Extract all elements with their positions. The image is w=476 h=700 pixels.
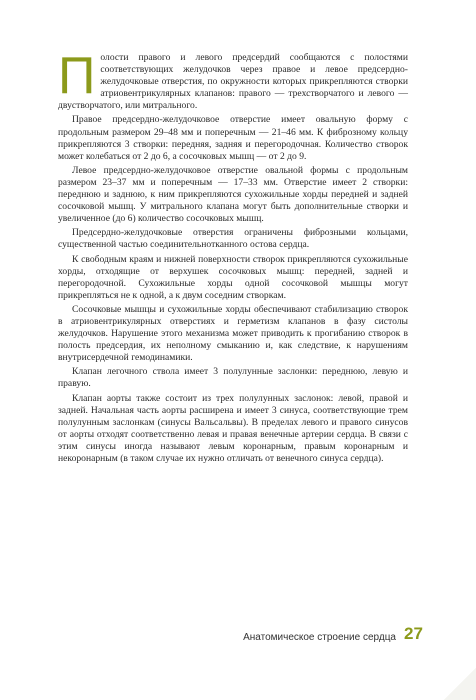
page-corner-decoration	[436, 660, 476, 700]
paragraph-1	[58, 47, 408, 112]
paragraph-8: Клапан аорты также состоит из трех полулунных заслонок: левой, правой и задней. Начальная часть аорты расширена и имеет 3 синуса, соответствующие трем полулунным заслонкам (синусы Вальсальвы). В пределах левого и правого синусов от аорты отходят соответственно левая и правая венечные артерии сердца. В связи с этим синусы иногда называют левым коронарным, правым коронарным и некоронарным (в таком случае их нужно отличать от венечного синуса сердца).	[58, 392, 408, 464]
paragraph-6: Сосочковые мышцы и сухожильные хорды обеспечивают стабилизацию створок в атриовентрикулярных отверстиях и герметизм клапанов в фазу систолы желудочков. Нарушение этого механизма может приводить к прогибанию створок в полость предсердия, их неполному смыканию и, как следствие, к нарушениям внутрисердечной гемодинамики.	[58, 303, 408, 364]
paragraph-1-text: олости правого и левого предсердий сообщаются с полостями соответствующих желудочков через правое и левое предсердно-желудочковые отверстия, по окружности которых прикрепляются створки атриовентрикулярных клапанов: правого — трехстворчатого и левого — двустворчатого, или митрального.	[58, 52, 408, 112]
chapter-title: Анатомическое строение сердца	[243, 632, 396, 643]
paragraph-3: Левое предсердно-желудочковое отверстие овальной формы с продольным размером 23–37 мм и поперечным — 17–33 мм. Отверстие имеет 2 створки: переднюю и заднюю, к ним прикрепляются сухожильные хорды передней и задней сосочковой мышц. У митрального клапана могут быть дополнительные створки и увеличенное (до 6) количество сосочковых мышц.	[58, 164, 408, 225]
page-number: 27	[404, 624, 423, 643]
paragraph-2: Правое предсердно-желудочковое отверстие имеет овальную форму с продольным размером 29–48 мм и поперечным — 21–46 мм. К фиброзному кольцу прикрепляются 3 створки: передняя, задняя и перегородочная. Количество створок может колебаться от 2 до 6, а сосочковых мышц — от 2 до 9.	[58, 114, 408, 162]
paragraph-7: Клапан легочного ствола имеет 3 полулунные заслонки: переднюю, левую и правую.	[58, 366, 408, 390]
body-text	[58, 47, 408, 467]
drop-cap: П	[58, 47, 96, 105]
paragraph-5: К свободным краям и нижней поверхности створок прикрепляются сухожильные хорды, отходящие от верхушек сосочковых мышц: передней, задней и перегородочной. Сухожильные хорды одной сосочковой мышцы могут прикрепляться не к одной, а к двум соседним створкам.	[58, 253, 408, 301]
paragraph-4: Предсердно-желудочковые отверстия ограничены фиброзными кольцами, существенной частью соединительнотканного остова сердца.	[58, 227, 408, 251]
